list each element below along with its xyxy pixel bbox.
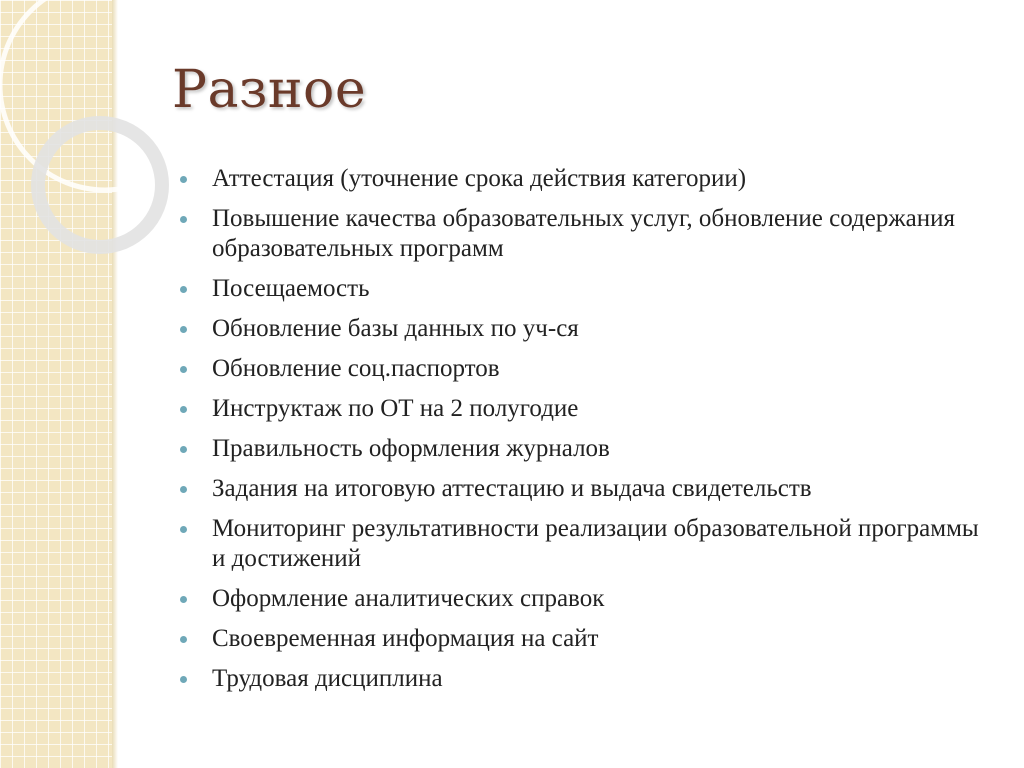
list-item [180, 664, 990, 694]
list-item-text: Посещаемость [212, 275, 370, 302]
list-item-text: Повышение качества образовательных услуг, обновление содержания образовательных программ [212, 205, 955, 262]
list-item [180, 354, 990, 384]
list-item-text: Аттестация (уточнение срока действия категории) [212, 165, 747, 192]
list-item-text: Обновление соц.паспортов [212, 355, 500, 382]
list-item-text: Задания на итоговую аттестацию и выдача свидетельств [212, 475, 812, 502]
list-item [180, 394, 990, 424]
bullet-dot-icon [180, 176, 187, 183]
bullet-dot-icon [180, 636, 187, 643]
bullet-dot-icon [180, 366, 187, 373]
list-item [180, 624, 990, 654]
list-item [180, 204, 990, 264]
bullet-dot-icon [180, 596, 187, 603]
list-item [180, 434, 990, 464]
bullet-dot-icon [180, 216, 187, 223]
decorative-circles [0, 0, 200, 320]
slide-content [180, 164, 990, 704]
list-item-text: Правильность оформления журналов [212, 435, 610, 462]
list-item [180, 584, 990, 614]
bullet-dot-icon [180, 486, 187, 493]
list-item-text: Оформление аналитических справок [212, 585, 605, 612]
bullet-dot-icon [180, 286, 187, 293]
list-item-text: Мониторинг результативности реализации образовательной программы и достижений [212, 515, 979, 572]
list-item-text: Своевременная информация на сайт [212, 625, 599, 652]
bullet-dot-icon [180, 676, 187, 683]
list-item-text: Инструктаж по ОТ на 2 полугодие [212, 395, 579, 422]
list-item [180, 474, 990, 504]
list-item [180, 164, 990, 194]
bullet-dot-icon [180, 526, 187, 533]
bullet-dot-icon [180, 406, 187, 413]
list-item-text: Трудовая дисциплина [212, 665, 443, 692]
list-item [180, 514, 990, 574]
bullet-dot-icon [180, 446, 187, 453]
list-item [180, 274, 990, 304]
list-item [180, 314, 990, 344]
bullet-list [180, 164, 990, 694]
slide-title: Разное [172, 60, 367, 120]
list-item-text: Обновление базы данных по уч-ся [212, 315, 579, 342]
bullet-dot-icon [180, 326, 187, 333]
